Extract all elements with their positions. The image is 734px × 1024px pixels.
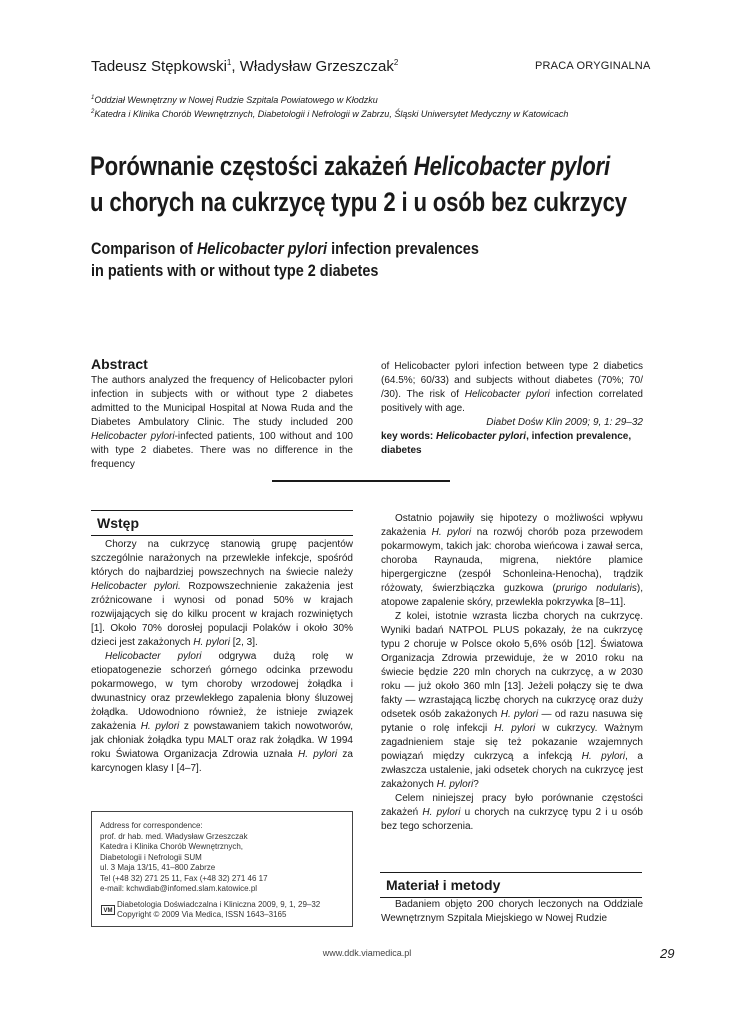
text: na rozwój chorób poza przewodem pokarmowym, takich jak: choroba wieńcowa i zawał serca, choroba Raynauda, migrena, niektóre plamice hipergergiczne (zespół Schonleina-Henocha), trądzik różowaty, świerzbiączka guzkowa ( (381, 527, 643, 594)
abstract-heading: Abstract (91, 356, 148, 372)
body-right-column (381, 512, 643, 834)
address-line: Diabetologii i Nefrologii SUM (100, 852, 202, 862)
author-2: Władysław Grzeszczak (239, 58, 394, 75)
title-en-species: Helicobacter pylori (196, 239, 328, 258)
title-pl-line-2: u chorych na cukrzycę typu 2 i u osób bez cukrzycy (90, 187, 627, 217)
text: — od razu nasuwa się pytanie o rolę infekcji (381, 709, 643, 734)
text: Z kolei, istotnie wzrasta liczba chorych na cukrzycę. Wyniki badań NATPOL PLUS pokazały, że na cukrzycę typu 2 choruje w Polsce około 5,6% osób [12]. Światowa Organizacja Zdrowia przewiduje, że w 2010 roku na świecie będzie 220 mln chorych na cukrzycę, a w 2030 roku — już około 360 mln [13]. Jeżeli połączy się te dwa fakty — wzrastającą liczbę chorych na cukrzycę oraz duży odsetek osób zakażonych (381, 611, 643, 720)
latin-term: prurigo nodularis (555, 583, 637, 594)
paragraph (381, 512, 643, 610)
text: Celem niniejszej pracy było porównanie częstości zakażeń (381, 793, 643, 818)
author-1-affil-sup: 1 (226, 58, 232, 67)
paragraph (91, 650, 353, 776)
text: ? (473, 779, 479, 790)
address-line: Katedra i Klinika Chorób Wewnętrznych, (100, 842, 244, 851)
keywords-label: key words: (381, 431, 437, 442)
author-2-affil-sup: 2 (393, 58, 399, 67)
title-en-text: Comparison of (91, 239, 197, 258)
species: H. pylori (193, 637, 230, 648)
species: Helicobacter pylori. (91, 581, 181, 592)
text: Rozpowszechnienie zakażenia jest zróżnicowane i wynosi od ponad 50% w krajach rozwijających się do kilku procent w krajach rozwiniętych [1]. Około 70% dorosłej populacji Polaków i około 30% dzieci jest zakażonych (91, 581, 353, 648)
section-heading-wstep: Wstęp (91, 510, 353, 536)
body-left-column (91, 538, 353, 776)
journal-line: Diabetologia Doświadczalna i Kliniczna 2009, 9, 1, 29–32 (117, 900, 321, 909)
text: odgrywa dużą rolę w etiopatogenezie schorzeń górnego odcinka przewodu pokarmowego, w tym choroby wrzodowej żołądka i dwunastnicy oraz przewlekłego zapalenia błony śluzowej żołądka. Udowodniono również, że istnieje związek zakażenia (91, 651, 353, 732)
species: H. pylori (422, 807, 461, 818)
title-polish (90, 148, 627, 220)
address-line: prof. dr hab. med. Władysław Grzeszczak (100, 831, 248, 841)
text: [2, 3]. (229, 637, 258, 648)
text: z powstawaniem takich nowotworów, jak chłoniak żołądka typu MALT oraz rak żołądka. W 1994 roku Światowa Organizacja Zdrowia uznała (91, 721, 353, 760)
abstract-species: Helicobacter pylori (464, 389, 550, 400)
address-line: Address for correspondence: (100, 821, 203, 830)
species: H. pylori (436, 779, 474, 790)
paragraph: Badaniem objęto 200 chorych leczonych na Oddziale Wewnętrznym Szpitala Miejskiego w Nowej Rudzie (381, 899, 643, 924)
abstract-left-column (91, 374, 353, 472)
paragraph (381, 610, 643, 792)
abstract-text: -infected patients, 100 without and 100 with type 2 diabetes. There was no difference in the frequency (91, 431, 353, 470)
species: Helicobacter pylori (105, 651, 202, 662)
title-pl-line-1 (90, 148, 610, 184)
title-pl-text: Porównanie częstości zakażeń (90, 151, 414, 181)
abstract-text: infection correlated positively with age. (381, 389, 643, 414)
affiliations (91, 92, 568, 120)
text: u chorych na cukrzycę typu 2 i u osób bez tego schorzenia. (381, 807, 643, 832)
affiliation-text: Katedra i Klinika Chorób Wewnętrznych, Diabetologii i Nefrologii w Zabrzu, Śląski Uniwersytet Medyczny w Katowicach (94, 109, 569, 119)
affiliation-1 (91, 92, 568, 106)
copyright-line: Copyright © 2009 Via Medica, ISSN 1643–3165 (117, 910, 287, 919)
author-1: Tadeusz Stępkowski (91, 58, 227, 75)
email-line: e-mail: kchwdiab@infomed.slam.katowice.pl (100, 884, 258, 893)
footer-url: www.ddk.viamedica.pl (322, 948, 412, 958)
page-number: 29 (660, 946, 675, 961)
text: w cukrzycy. Ważnym zagadnieniem staje się też pokazanie wzajemnych powiązań między cukrzycą a infekcją (381, 723, 643, 762)
affiliation-sup: 2 (91, 109, 95, 115)
species: H. pylori (494, 723, 536, 734)
article-type: PRACA ORYGINALNA (535, 60, 651, 72)
abstract-text: of Helicobacter pylori infection between type 2 diabetics (64.5%; 60/33) and subjects without diabetes (70%; 70/ /30). The risk of (381, 361, 643, 400)
text: , a zwłaszcza ustalenie, jaki odsetek chorych na cukrzycę jest zakażonych (381, 751, 643, 790)
text: ), atopowe zapalenie skóry, przewlekła pokrzywka [8–11]. (381, 583, 643, 608)
author-separator: , (231, 58, 240, 75)
section-divider (272, 480, 450, 482)
keywords-species: Helicobacter pylori (436, 431, 527, 442)
species: H. pylori (581, 751, 626, 762)
keywords (381, 430, 643, 458)
via-medica-logo: VM (101, 905, 115, 915)
species: H. pylori (431, 527, 472, 538)
abstract-species: Helicobacter pylori (91, 431, 175, 442)
address-line: ul. 3 Maja 13/15, 41–800 Zabrze (100, 863, 216, 872)
paragraph (91, 538, 353, 650)
title-en-text: infection prevalences (327, 239, 479, 258)
title-pl-species: Helicobacter pylori (413, 151, 610, 181)
address-line: Tel (+48 32) 271 25 11, Fax (+48 32) 271 46 17 (100, 873, 268, 883)
citation: Diabet Dośw Klin 2009; 9, 1: 29–32 (486, 417, 643, 428)
keywords-rest: , infection prevalence, diabetes (381, 431, 632, 456)
affiliation-2 (91, 106, 568, 120)
abstract-continued (381, 360, 643, 416)
paragraph (381, 792, 643, 834)
species: H. pylori (500, 709, 539, 720)
species: H. pylori (140, 721, 180, 732)
text: Chorzy na cukrzycę stanowią grupę pacjentów szczególnie narażonych na przewlekłe infekcje, spośród których do najbardziej powszechnych na świecie należy (91, 539, 353, 578)
title-english (91, 238, 479, 282)
species: H. pylori (297, 749, 338, 760)
text: Ostatnio pojawiły się hipotezy o możliwości wpływu zakażenia (381, 513, 643, 538)
affiliation-text: Oddział Wewnętrzny w Nowej Rudzie Szpitala Powiatowego w Kłodzku (94, 95, 378, 105)
text: za karcynogen klasy I [4–7]. (91, 749, 353, 774)
section-heading-materials: Materiał i metody (380, 872, 642, 898)
abstract-right-column (381, 360, 643, 458)
title-en-line-2: in patients with or without type 2 diabetes (91, 261, 379, 280)
materials-text (381, 898, 643, 926)
title-en-line-1 (91, 238, 479, 260)
affiliation-sup: 1 (91, 95, 95, 101)
authors (91, 58, 398, 75)
abstract-text: The authors analyzed the frequency of Helicobacter pylori infection in subjects with or without type 2 diabetes admitted to the Municipal Hospital at Nowa Ruda and the Diabetes Ambulatory Clinic. The study included 200 (91, 375, 353, 428)
journal-info (117, 900, 320, 920)
